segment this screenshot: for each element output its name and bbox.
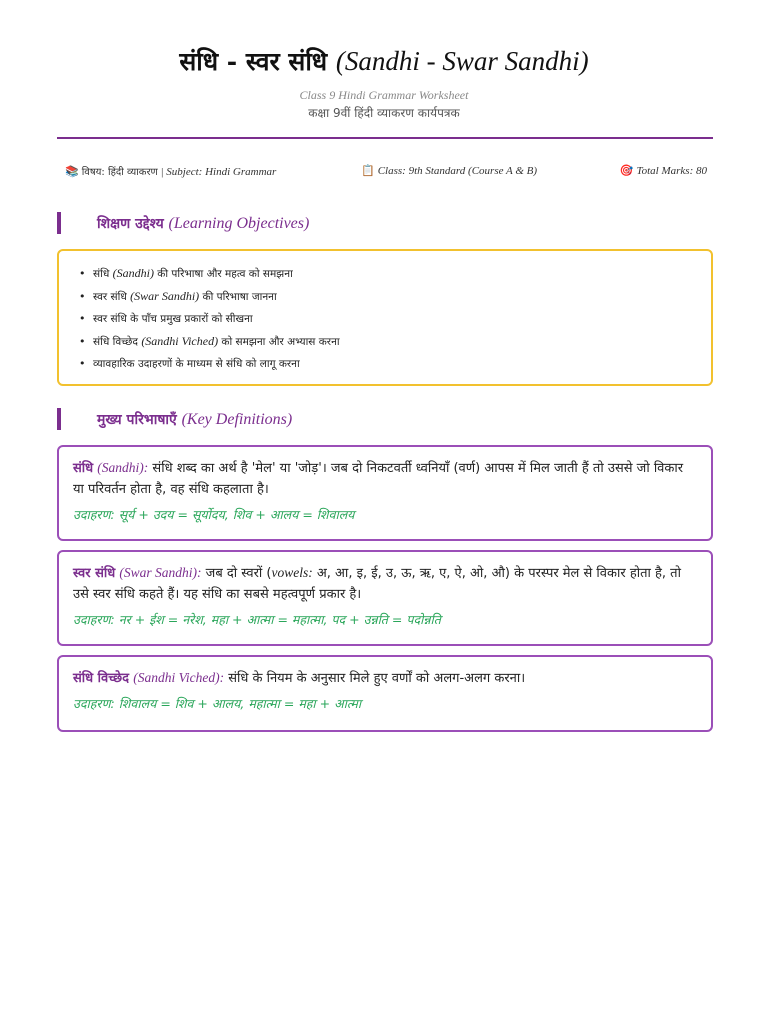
meta-bar [65, 164, 707, 182]
worksheet-header [0, 44, 768, 121]
page-title [0, 44, 768, 78]
marks-info [620, 164, 707, 177]
objectives-heading [57, 212, 309, 234]
objectives-heading-hindi: शिक्षण उद्देश्य [97, 216, 164, 232]
subject-info [65, 164, 276, 178]
marks-text: Total Marks: 80 [636, 165, 707, 177]
definitions-heading [57, 408, 292, 430]
definition-text: संधि (Sandhi): संधि शब्द का अर्थ है 'मेल' या 'जोड़'। जब दो निकटवर्ती ध्वनियाँ (वर्ण) आपस में मिल जाती हैं तो उससे जो विकार या परिवर्तन होता है, वह संधि कहलाता है। [73, 460, 684, 497]
class-info [361, 164, 537, 177]
definition-term: संधि [73, 461, 94, 476]
definition-example: उदाहरण: नर + ईश = नरेश, महा + आत्मा = महात्मा, पद + उन्नति = पदोन्नति [73, 612, 441, 627]
title-latin: (Sandhi - Swar Sandhi) [335, 46, 589, 76]
target-icon: 🎯 [619, 165, 634, 177]
objectives-box [57, 249, 713, 386]
list-item: • संधि विच्छेद (Sandhi Viched) को समझना और अभ्यास करना [79, 331, 711, 354]
class-text: Class: 9th Standard (Course A & B) [377, 165, 538, 177]
definitions-heading-hindi: मुख्य परिभाषाएँ [97, 412, 177, 428]
definition-term-latin: (Swar Sandhi): [119, 565, 202, 580]
objectives-list [79, 263, 711, 376]
objectives-heading-english: (Learning Objectives) [168, 215, 310, 232]
subtitle-hindi: कक्षा 9वीं हिंदी व्याकरण कार्यपत्रक [308, 106, 460, 120]
definition-term: संधि विच्छेद [73, 671, 130, 686]
subject-hindi: विषय: हिंदी व्याकरण [81, 167, 158, 178]
books-icon: 📚 [65, 166, 79, 178]
subtitle-english: Class 9 Hindi Grammar Worksheet [299, 88, 469, 102]
definition-card-swar-sandhi [57, 550, 713, 646]
list-item: • स्वर संधि (Swar Sandhi) की परिभाषा जानना [79, 286, 711, 309]
definition-text: संधि विच्छेद (Sandhi Viched): संधि के नियम के अनुसार मिले हुए वर्णों को अलग-अलग करना। [73, 670, 526, 686]
definition-term-latin: (Sandhi): [97, 460, 149, 475]
list-item: • स्वर संधि के पाँच प्रमुख प्रकारों को सीखना [79, 308, 711, 331]
definition-text: स्वर संधि (Swar Sandhi): जब दो स्वरों (vowels: अ, आ, इ, ई, उ, ऊ, ऋ, ए, ऐ, ओ, औ) के परस्पर मेल से विकार होता है, तो उसे स्वर संधि कहते हैं। यह संधि का सबसे महत्वपूर्ण प्रकार है। [73, 565, 681, 602]
definition-example: उदाहरण: शिवालय = शिव + आलय, महात्मा = महा + आत्मा [73, 696, 362, 711]
definition-example: उदाहरण: सूर्य + उदय = सूर्योदय, शिव + आलय = शिवालय [73, 507, 355, 522]
list-item: • संधि (Sandhi) की परिभाषा और महत्व को समझना [79, 263, 711, 286]
subject-english: | Subject: Hindi Grammar [157, 166, 277, 178]
definition-term-latin: (Sandhi Viched): [133, 670, 225, 685]
definition-term: स्वर संधि [73, 566, 116, 581]
definitions-heading-english: (Key Definitions) [181, 411, 293, 428]
header-divider [57, 137, 713, 139]
list-item: • व्यावहारिक उदाहरणों के माध्यम से संधि को लागू करना [79, 353, 711, 376]
definition-card-sandhi-viched [57, 655, 713, 732]
title-hindi: संधि - स्वर संधि [179, 47, 328, 76]
clipboard-icon: 📋 [361, 165, 375, 177]
definition-card-sandhi [57, 445, 713, 541]
